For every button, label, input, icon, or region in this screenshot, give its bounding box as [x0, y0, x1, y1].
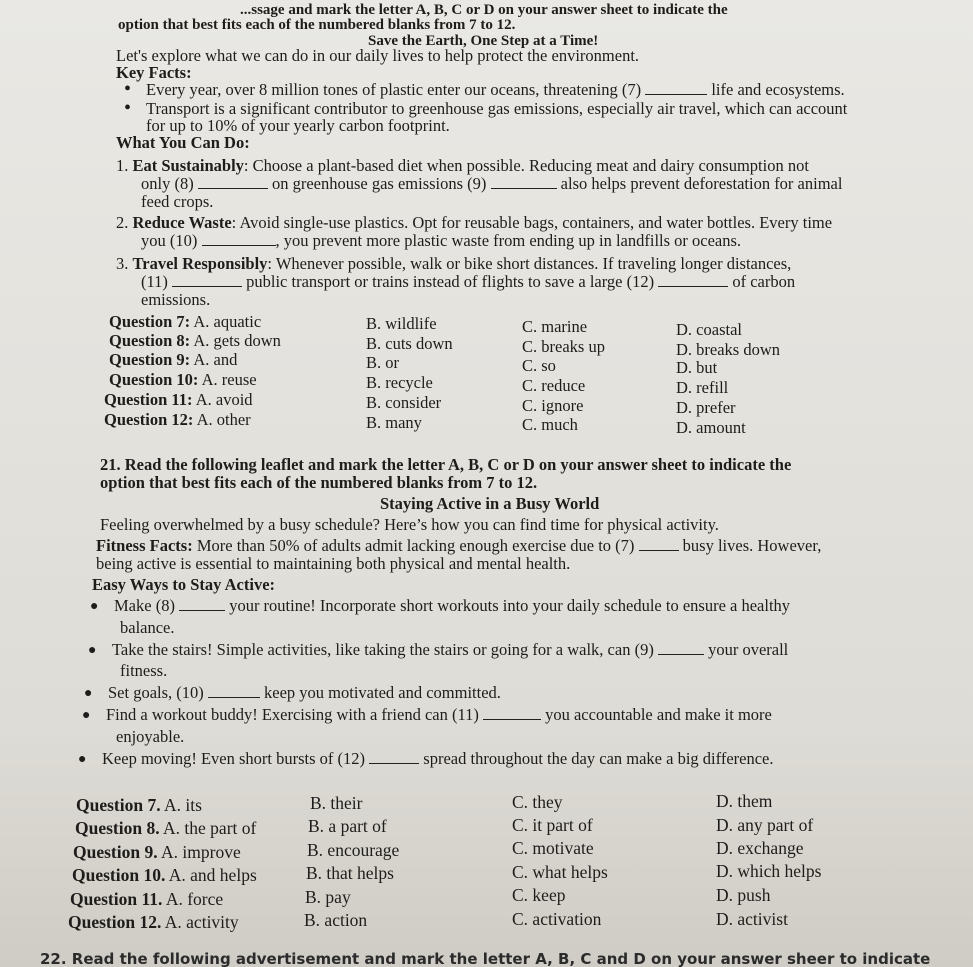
fitness-facts-line2: being active is essential to maintaining both physical and mental health.: [96, 554, 571, 573]
option-d[interactable]: D. amount: [676, 418, 746, 437]
option-b[interactable]: B. a part of: [308, 816, 387, 836]
option-b[interactable]: B. consider: [366, 393, 442, 412]
fact2-line1: • Transport is a significant contributor to greenhouse gas emissions, especially air travel, which can account: [146, 99, 847, 118]
option-a[interactable]: A. aquatic: [193, 312, 262, 331]
bullet-buddy: ● Find a workout buddy! Exercising with a friend can (11) you accountable and make it more: [106, 705, 772, 724]
fitness-facts-line1: Fitness Facts: More than 50% of adults admit lacking enough exercise due to (7) busy lives. However,: [96, 536, 822, 555]
what-heading: What You Can Do:: [116, 133, 250, 152]
option-c[interactable]: C. it part of: [512, 815, 593, 835]
option-c[interactable]: C. reduce: [522, 376, 586, 395]
option-d[interactable]: D. which helps: [716, 861, 822, 881]
option-d[interactable]: D. coastal: [676, 320, 742, 339]
section2-title: Staying Active in a Busy World: [380, 494, 600, 513]
option-c[interactable]: C. so: [522, 356, 556, 375]
q2-row-12: Question 12. A. activity: [68, 912, 239, 932]
option-a[interactable]: A. activity: [164, 912, 239, 932]
next-question-cut-off: 22. Read the following advertisement and mark the letter A, B, C and D on your answer sheer to indicate: [40, 950, 931, 967]
blank-10: [202, 231, 276, 246]
item1-line1: 1. Eat Sustainably: Choose a plant-based diet when possible. Reducing meat and dairy consumption not: [116, 156, 809, 175]
item3-line2: (11) public transport or trains instead of flights to save a large (12) of carbon: [141, 272, 796, 291]
option-a[interactable]: A. and helps: [168, 865, 257, 885]
q1-row-11: Question 11: A. avoid: [104, 390, 253, 409]
section2-intro: Feeling overwhelmed by a busy schedule? Here’s how you can find time for physical activity.: [100, 515, 719, 534]
option-d[interactable]: D. refill: [676, 378, 729, 397]
option-c[interactable]: C. much: [522, 415, 578, 434]
blank-8: [198, 174, 268, 189]
blank-11: [483, 705, 541, 720]
option-c[interactable]: C. marine: [522, 317, 588, 336]
option-b[interactable]: B. action: [304, 910, 368, 930]
option-d[interactable]: D. them: [716, 791, 773, 811]
section1-top-line2: option that best fits each of the numbered blanks from 7 to 12.: [118, 17, 516, 33]
option-c[interactable]: C. keep: [512, 885, 566, 905]
bullet-make-line2: balance.: [120, 618, 175, 637]
option-c[interactable]: C. what helps: [512, 862, 608, 882]
option-a[interactable]: A. force: [165, 889, 224, 909]
option-d[interactable]: D. exchange: [716, 838, 804, 858]
q1-row-9: Question 9: A. and: [109, 350, 238, 369]
option-b[interactable]: B. or: [366, 353, 399, 372]
option-a[interactable]: A. reuse: [201, 370, 257, 389]
option-c[interactable]: C. breaks up: [522, 337, 605, 356]
q1-row-12: Question 12: A. other: [104, 410, 251, 429]
bullet-stairs-line2: fitness.: [120, 661, 168, 680]
option-a[interactable]: A. other: [196, 410, 251, 429]
blank-8: [179, 596, 225, 611]
blank-12: [369, 749, 419, 764]
option-a[interactable]: A. avoid: [195, 390, 253, 409]
section1-top-line1: ...ssage and mark the letter A, B, C or D on your answer sheet to indicate the: [240, 2, 728, 18]
q1-row-7: Question 7: A. aquatic: [109, 312, 262, 331]
blank-10: [208, 683, 260, 698]
option-d[interactable]: D. prefer: [676, 398, 736, 417]
q2-row-10: Question 10. A. and helps: [72, 865, 257, 885]
q2-row-8: Question 8. A. the part of: [75, 818, 257, 838]
option-b[interactable]: B. cuts down: [366, 334, 453, 353]
item3-line3: emissions.: [141, 290, 211, 309]
option-a[interactable]: A. its: [164, 795, 202, 815]
item2-line1: 2. Reduce Waste: Avoid single-use plastics. Opt for reusable bags, containers, and water bottles. Every time: [116, 213, 833, 232]
option-b[interactable]: B. wildlife: [366, 314, 437, 333]
bullet-goals: ● Set goals, (10) keep you motivated and committed.: [108, 683, 501, 702]
section2-heading-line2: option that best fits each of the numbered blanks from 7 to 12.: [100, 473, 538, 492]
blank-9: [658, 640, 704, 655]
option-c[interactable]: C. they: [512, 792, 563, 812]
blank-12: [658, 272, 728, 287]
option-c[interactable]: C. ignore: [522, 396, 584, 415]
bullet-buddy-line2: enjoyable.: [116, 727, 185, 746]
section2-heading-line1: 21. Read the following leaflet and mark the letter A, B, C or D on your answer sheet to indicate the: [100, 455, 792, 474]
option-c[interactable]: C. activation: [512, 909, 602, 929]
easy-ways-heading: Easy Ways to Stay Active:: [92, 575, 276, 594]
item2-line2: you (10) , you prevent more plastic waste from ending up in landfills or oceans.: [141, 231, 742, 250]
option-b[interactable]: B. that helps: [306, 863, 394, 883]
option-a[interactable]: A. gets down: [193, 331, 281, 350]
q2-row-7: Question 7. A. its: [76, 795, 202, 815]
key-facts-heading: Key Facts:: [116, 63, 192, 82]
fact1: • Every year, over 8 million tones of plastic enter our oceans, threatening (7) life and ecosystems.: [146, 80, 845, 99]
option-b[interactable]: B. their: [310, 793, 363, 813]
option-b[interactable]: B. pay: [305, 887, 351, 907]
q1-row-8: Question 8: A. gets down: [109, 331, 281, 350]
blank-7: [639, 536, 679, 551]
option-c[interactable]: C. motivate: [512, 838, 594, 858]
option-d[interactable]: D. push: [716, 885, 771, 905]
blank-9: [491, 174, 557, 189]
fact2-line2: for up to 10% of your yearly carbon footprint.: [146, 116, 450, 135]
blank-7: [645, 80, 707, 95]
bullet-make: ● Make (8) your routine! Incorporate short workouts into your daily schedule to ensure a healthy: [114, 596, 790, 615]
section1-title: Save the Earth, One Step at a Time!: [368, 33, 599, 49]
item1-line3: feed crops.: [141, 192, 214, 211]
option-b[interactable]: B. many: [366, 413, 422, 432]
option-d[interactable]: D. breaks down: [676, 340, 781, 359]
option-d[interactable]: D. any part of: [716, 815, 814, 835]
option-a[interactable]: A. improve: [161, 842, 241, 862]
option-b[interactable]: B. recycle: [366, 373, 433, 392]
q1-row-10: Question 10: A. reuse: [109, 370, 257, 389]
item1-line2: only (8) on greenhouse gas emissions (9) also helps prevent deforestation for animal: [141, 174, 843, 193]
blank-11: [172, 272, 242, 287]
option-a[interactable]: A. and: [193, 350, 238, 369]
section1-intro: Let's explore what we can do in our daily lives to help protect the environment.: [116, 46, 640, 65]
item3-line1: 3. Travel Responsibly: Whenever possible, walk or bike short distances. If traveling longer distances,: [116, 254, 792, 273]
bullet-moving: ● Keep moving! Even short bursts of (12) spread throughout the day can make a big difference.: [102, 749, 773, 768]
q2-row-11: Question 11. A. force: [70, 889, 224, 909]
q2-row-9: Question 9. A. improve: [73, 842, 241, 862]
bullet-stairs: ● Take the stairs! Simple activities, like taking the stairs or going for a walk, can (9) your overall: [112, 640, 788, 659]
option-d[interactable]: D. but: [676, 358, 718, 377]
option-b[interactable]: B. encourage: [307, 840, 400, 860]
option-a[interactable]: A. the part of: [163, 818, 257, 838]
option-d[interactable]: D. activist: [716, 909, 788, 929]
